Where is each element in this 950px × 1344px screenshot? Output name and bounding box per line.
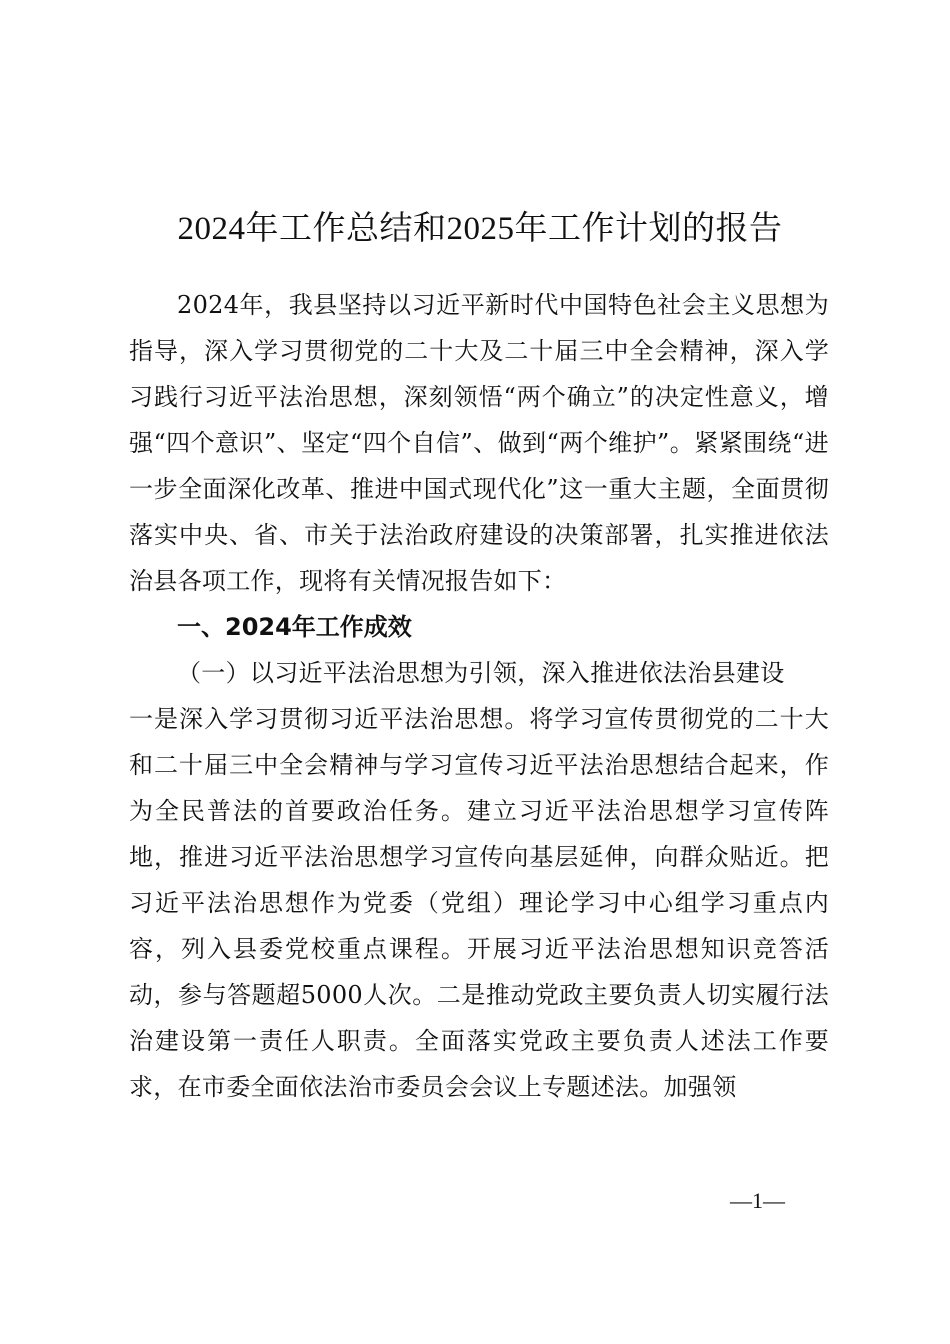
subsection-body-paragraph: 一是深入学习贯彻习近平法治思想。将学习宣传贯彻党的二十大和二十届三中全会精神与学习宣传习近平法治思想结合起来，作为全民普法的首要政治任务。建立习近平法治思想学习宣传阵地，推进习近平法治思想学习宣传向基层延伸，向群众贴近。把习近平法治思想作为党委（党组）理论学习中心组学习重点内容，列入县委党校重点课程。开展习近平法治思想知识竞答活动，参与答题超5000人次。二是推动党政主要负责人切实履行法治建设第一责任人职责。全面落实党政主要负责人述法工作要求，在市委全面依法治市委员会会议上专题述法。加强领 (129, 705, 829, 1101)
section-heading: 一、2024年工作成效 (177, 613, 412, 641)
document-body (129, 282, 829, 1110)
subsection-heading: （一）以习近平法治思想为引领，深入推进依法治县建设 (177, 659, 785, 687)
page-number: —1— (730, 1188, 785, 1213)
intro-paragraph: 2024年，我县坚持以习近平新时代中国特色社会主义思想为指导，深入学习贯彻党的二十大及二十届三中全会精神，深入学习践行习近平法治思想，深刻领悟“两个确立”的决定性意义，增强“四个意识”、坚定“四个自信”、做到“两个维护”。紧紧围绕“进一步全面深化改革、推进中国式现代化”这一重大主题，全面贯彻落实中央、省、市关于法治政府建设的决策部署，扎实推进依法治县各项工作，现将有关情况报告如下： (129, 291, 829, 595)
document-title: 2024年工作总结和2025年工作计划的报告 (177, 211, 783, 247)
